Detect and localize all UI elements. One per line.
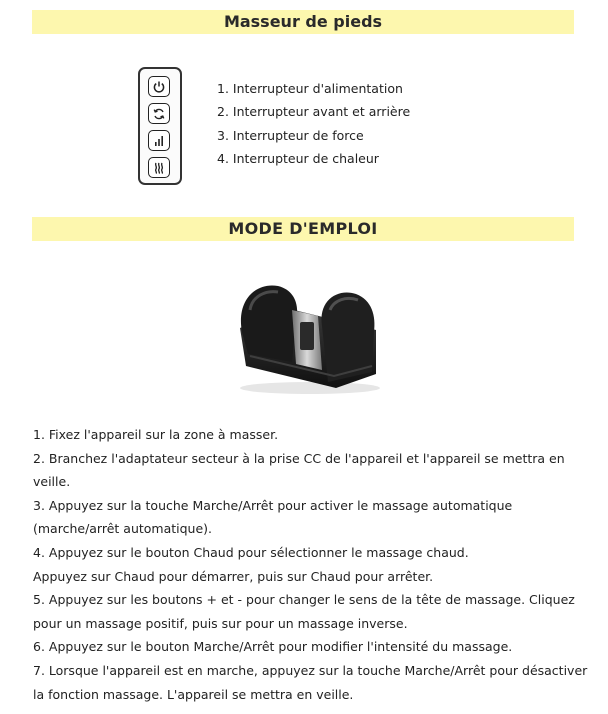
section-title: MODE D'EMPLOI [228,219,378,238]
title-banner [32,10,574,34]
legend-item: 2. Interrupteur avant et arrière [217,104,411,120]
instruction-line: 7. Lorsque l'appareil est en marche, appuyez sur la touche Marche/Arrêt pour désactiver [33,662,588,678]
legend-item: 3. Interrupteur de force [217,127,364,143]
power-icon [148,76,170,97]
instruction-line: la fonction massage. L'appareil se mettra en veille. [33,686,354,702]
heat-waves-icon [148,157,170,178]
strength-bars-icon [148,130,170,151]
instruction-line: (marche/arrêt automatique). [33,521,213,537]
instruction-line: 5. Appuyez sur les boutons + et - pour changer le sens de la tête de massage. Cliquez [33,592,575,608]
page-title: Masseur de pieds [223,12,383,31]
instruction-line: 4. Appuyez sur le bouton Chaud pour sélectionner le massage chaud. [33,544,469,560]
instruction-line: 2. Branchez l'adaptateur secteur à la prise CC de l'appareil et l'appareil se mettra en [33,450,565,466]
legend-item: 1. Interrupteur d'alimentation [217,81,403,96]
instruction-line: veille. [33,474,71,490]
rotate-icon [148,103,170,124]
instruction-line: 6. Appuyez sur le bouton Marche/Arrêt pour modifier l'intensité du massage. [33,639,513,655]
instruction-line: 1. Fixez l'appareil sur la zone à masser. [33,427,279,442]
instruction-line: 3. Appuyez sur la touche Marche/Arrêt pour activer le massage automatique [33,497,513,513]
section-banner [32,217,574,241]
button-legend [217,80,410,173]
instructions-list [33,423,593,706]
instruction-line: pour un massage positif, puis sur pour un massage inverse. [33,615,408,631]
instruction-line: Appuyez sur Chaud pour démarrer, puis sur Chaud pour arrêter. [33,568,434,584]
remote-control-diagram [138,67,182,185]
foot-massager-image [226,270,390,400]
legend-item: 4. Interrupteur de chaleur [217,150,379,166]
